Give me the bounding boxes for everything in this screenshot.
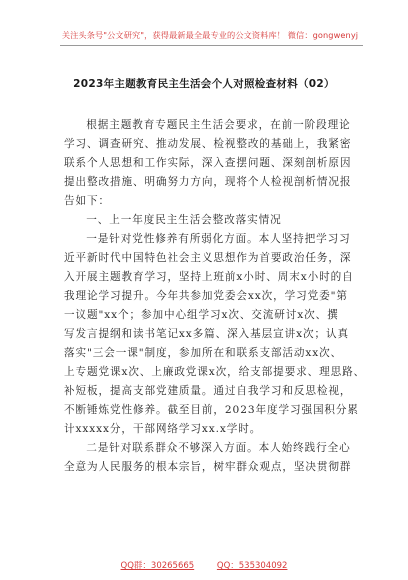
header-divider	[60, 45, 363, 46]
footer-qq-number: QQ：535304092	[216, 561, 288, 571]
paragraph-intro	[64, 116, 354, 211]
section-heading	[64, 211, 354, 230]
text-line: 联系个人思想和工作实际，深入查摆问题、深刻剖析原因	[64, 157, 352, 169]
text-line: 全意为人民服务的根本宗旨，树牢群众观点，坚决贯彻群	[64, 461, 352, 473]
header-banner: 关注头条号"公文研究"，获得最新最全最专业的公文资料库！ 微信：gongwenyj	[61, 30, 359, 40]
text-line: 学习、调查研究、推动发展、检视整改的基础上，我紧密	[64, 138, 352, 150]
text-line: 根据主题教育专题民主生活会要求，在前一阶段理论	[86, 119, 351, 131]
text-line: 我理论学习提升。今年共参加党委会xx次，学习党委"第	[64, 290, 348, 302]
footer-contact	[0, 559, 408, 571]
text-line: 近平新时代中国特色社会主义思想作为首要政治任务，深	[64, 252, 352, 264]
text-line: 不断锤炼党性修养。截至目前，2023年度学习强国积分累	[64, 404, 359, 416]
text-line: 计xxxxx分，干部网络学习xx.x学时。	[64, 423, 262, 435]
document-body	[64, 116, 366, 477]
text-line: 写发言提纲和读书笔记xx多篇、深入基层宣讲x次；认真	[64, 328, 349, 340]
text-line: 上专题党课x次、上廉政党课x次，给支部提要求、理思路、	[64, 366, 366, 378]
text-line: 一议题"xx个；参加中心组学习x次、交流研讨x次、撰	[64, 309, 339, 321]
footer-qq-group: QQ群：30265665	[120, 561, 195, 571]
text-line: 补短板，提高支部党建质量。通过自我学习和反思检视，	[64, 385, 352, 397]
paragraph-mass-contact	[64, 439, 354, 477]
text-line: 告如下：	[64, 195, 110, 207]
text-line: 二是针对联系群众不够深入方面。本人始终践行全心	[86, 442, 351, 454]
document-title: 2023年主题教育民主生活会个人对照检查材料（02）	[73, 78, 335, 90]
text-line: 入开展主题教育学习，坚持上班前x小时、周末x小时的自	[64, 271, 354, 283]
paragraph-party-spirit	[64, 230, 366, 439]
text-line: 提出整改措施、明确努力方向，现将个人检视剖析情况报	[64, 176, 352, 188]
text-line: 一是针对党性修养有所弱化方面。本人坚持把学习习	[86, 233, 351, 245]
text-line: 一、上一年度民主生活会整改落实情况	[86, 214, 282, 226]
text-line: 落实"三会一课"制度，参加所在和联系支部活动xx次、	[64, 347, 343, 359]
